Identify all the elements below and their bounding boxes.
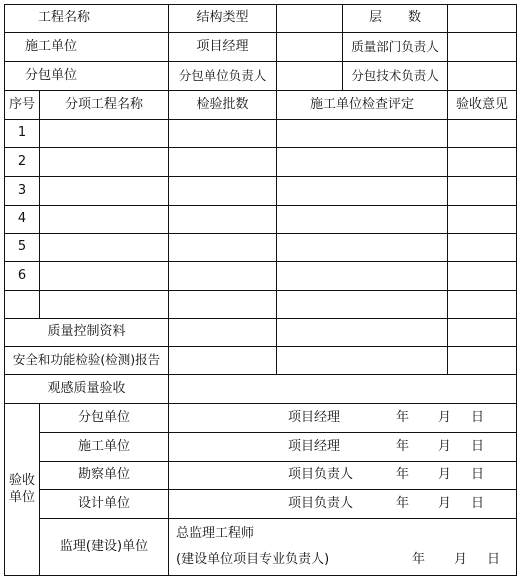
project-name-label: 工程名称 [38, 10, 91, 26]
supervisor-role-line2: (建设单位项目专业负责人) [176, 552, 330, 567]
safety-report-row [5, 347, 517, 375]
month-label: 月 [454, 552, 468, 567]
row-eval[interactable] [277, 234, 448, 262]
sub-head-value[interactable] [277, 62, 343, 91]
quality-docs-row [5, 319, 517, 347]
table-row [5, 291, 517, 319]
table-row [5, 177, 517, 206]
month-label: 月 [438, 495, 452, 511]
acceptance-unit-name: 分包单位 [40, 404, 169, 433]
acceptance-label-line2: 单位 [8, 489, 35, 505]
acceptance-sign-cell[interactable] [169, 404, 517, 433]
acceptance-sign-cell[interactable] [169, 433, 517, 462]
acceptance-units-label [5, 404, 40, 576]
row-eval[interactable] [277, 262, 448, 291]
row-batch-count[interactable] [169, 234, 277, 262]
table-row [5, 148, 517, 177]
supervisor-role-line1: 总监理工程师 [176, 526, 255, 541]
row-batch-count[interactable] [169, 291, 277, 319]
form-table [4, 4, 517, 576]
acceptance-sign-cell[interactable] [169, 519, 517, 576]
col-batch-count: 检验批数 [169, 91, 277, 120]
row-item-name[interactable] [40, 262, 169, 291]
quality-docs-eval[interactable] [277, 319, 448, 347]
row-opinion[interactable] [448, 120, 517, 148]
project-name-cell [5, 5, 169, 33]
row-item-name[interactable] [40, 120, 169, 148]
header-row-1 [5, 5, 517, 33]
year-label: 年 [396, 438, 410, 454]
row-item-name[interactable] [40, 177, 169, 206]
row-opinion[interactable] [448, 148, 517, 177]
acceptance-role: 项目负责人 [288, 467, 354, 483]
acceptance-unit-name: 勘察单位 [40, 462, 169, 490]
table-row [5, 234, 517, 262]
subcontractor-label: 分包单位 [25, 67, 78, 83]
row-item-name[interactable] [40, 291, 169, 319]
row-item-name[interactable] [40, 234, 169, 262]
appearance-label: 观感质量验收 [5, 375, 169, 404]
day-label: 日 [471, 467, 485, 483]
row-batch-count[interactable] [169, 120, 277, 148]
appearance-row [5, 375, 517, 404]
row-eval[interactable] [277, 177, 448, 206]
quality-docs-label: 质量控制资料 [5, 319, 169, 347]
safety-report-label: 安全和功能检验(检测)报告 [5, 347, 169, 375]
col-acceptance-opinion: 验收意见 [448, 91, 517, 120]
col-sub-item-name: 分项工程名称 [40, 91, 169, 120]
day-label: 日 [471, 409, 485, 425]
contractor-label: 施工单位 [25, 38, 78, 54]
row-seq: 1 [5, 120, 40, 148]
acceptance-role: 项目负责人 [288, 495, 354, 511]
acceptance-unit-name: 设计单位 [40, 490, 169, 519]
col-seq: 序号 [5, 91, 40, 120]
row-seq: 4 [5, 206, 40, 234]
year-label: 年 [396, 467, 410, 483]
contractor-cell [5, 33, 169, 62]
row-opinion[interactable] [448, 262, 517, 291]
acceptance-row-contractor [5, 433, 517, 462]
structure-type-value[interactable] [277, 5, 343, 33]
month-label: 月 [438, 438, 452, 454]
header-row-3 [5, 62, 517, 91]
row-batch-count[interactable] [169, 177, 277, 206]
sub-tech-head-value[interactable] [448, 62, 517, 91]
column-header-row [5, 91, 517, 120]
quality-docs-batch[interactable] [169, 319, 277, 347]
acceptance-unit-name: 施工单位 [40, 433, 169, 462]
row-eval[interactable] [277, 206, 448, 234]
row-item-name[interactable] [40, 206, 169, 234]
quality-head-label: 质量部门负责人 [343, 33, 448, 62]
row-opinion[interactable] [448, 291, 517, 319]
row-opinion[interactable] [448, 206, 517, 234]
row-eval[interactable] [277, 148, 448, 177]
row-opinion[interactable] [448, 234, 517, 262]
table-row [5, 120, 517, 148]
appearance-value[interactable] [169, 375, 517, 404]
acceptance-sign-cell[interactable] [169, 490, 517, 519]
subcontractor-cell [5, 62, 169, 91]
row-eval[interactable] [277, 120, 448, 148]
row-batch-count[interactable] [169, 262, 277, 291]
row-seq: 5 [5, 234, 40, 262]
month-label: 月 [438, 467, 452, 483]
day-label: 日 [471, 438, 485, 454]
structure-type-label: 结构类型 [169, 5, 277, 33]
acceptance-role: 项目经理 [288, 409, 341, 425]
row-seq [5, 291, 40, 319]
project-manager-value[interactable] [277, 33, 343, 62]
quality-docs-opinion[interactable] [448, 319, 517, 347]
acceptance-role: 项目经理 [288, 438, 341, 454]
header-row-2 [5, 33, 517, 62]
day-label: 日 [487, 552, 501, 567]
year-label: 年 [412, 552, 426, 567]
day-label: 日 [471, 495, 485, 511]
project-manager-label: 项目经理 [169, 33, 277, 62]
row-opinion[interactable] [448, 177, 517, 206]
acceptance-row-survey [5, 462, 517, 490]
safety-report-opinion[interactable] [448, 347, 517, 375]
year-label: 年 [396, 409, 410, 425]
month-label: 月 [438, 409, 452, 425]
floors-value[interactable] [448, 5, 517, 33]
acceptance-label-line1: 验收 [8, 472, 35, 488]
acceptance-row-supervisor [5, 519, 517, 576]
table-row [5, 262, 517, 291]
row-eval[interactable] [277, 291, 448, 319]
acceptance-row-design [5, 490, 517, 519]
acceptance-sign-cell[interactable] [169, 462, 517, 490]
quality-head-value[interactable] [448, 33, 517, 62]
row-item-name[interactable] [40, 148, 169, 177]
sub-tech-head-label: 分包技术负责人 [343, 62, 448, 91]
row-seq: 6 [5, 262, 40, 291]
year-label: 年 [396, 495, 410, 511]
safety-report-eval[interactable] [277, 347, 448, 375]
row-seq: 2 [5, 148, 40, 177]
row-seq: 3 [5, 177, 40, 206]
acceptance-row-sub [5, 404, 517, 433]
floors-label: 层 数 [343, 5, 448, 33]
sub-head-label: 分包单位负责人 [169, 62, 277, 91]
row-batch-count[interactable] [169, 206, 277, 234]
table-row [5, 206, 517, 234]
col-contractor-eval: 施工单位检查评定 [277, 91, 448, 120]
row-batch-count[interactable] [169, 148, 277, 177]
acceptance-unit-name: 监理(建设)单位 [40, 519, 169, 576]
safety-report-batch[interactable] [169, 347, 277, 375]
